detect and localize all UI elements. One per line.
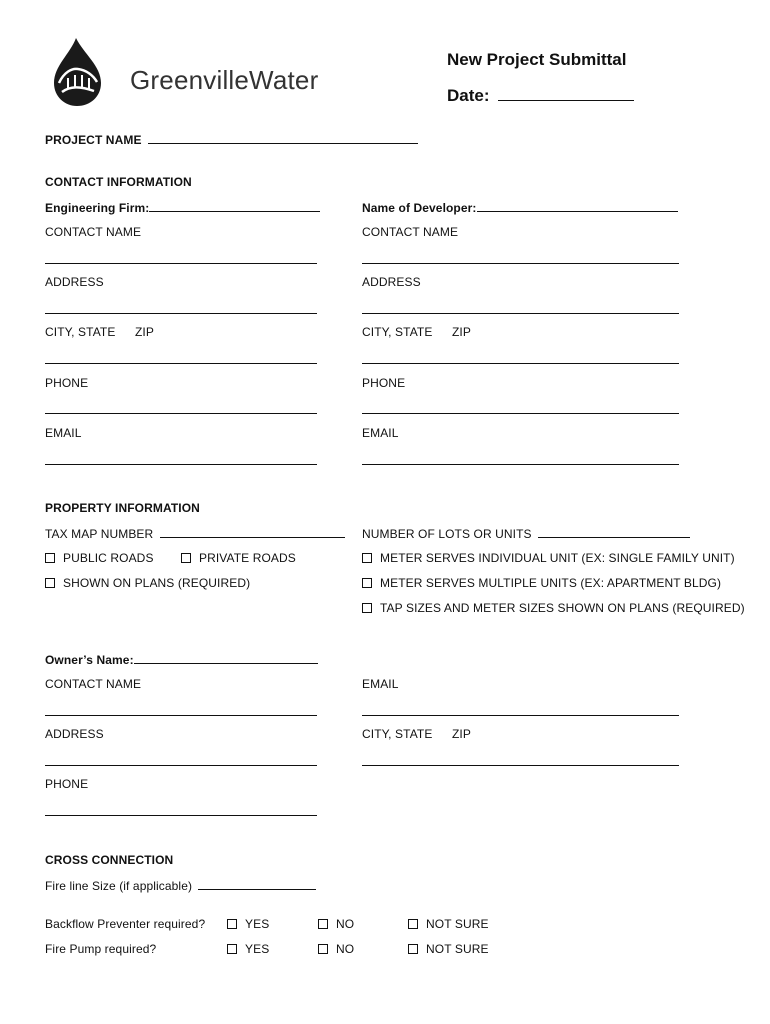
lots-units-label: NUMBER OF LOTS OR UNITS — [362, 527, 532, 541]
eng-address-label: ADDRESS — [45, 275, 104, 289]
owner-email-input-line[interactable] — [362, 715, 679, 716]
fire-pump-not-sure-checkbox[interactable] — [408, 944, 418, 954]
meter-individual-label: METER SERVES INDIVIDUAL UNIT (EX: SINGLE FAMILY UNIT) — [380, 551, 735, 565]
tap-sizes-option[interactable] — [362, 601, 745, 615]
eng-contact-name-label: CONTACT NAME — [45, 225, 142, 239]
meter-multiple-label: METER SERVES MULTIPLE UNITS (EX: APARTMENT BLDG) — [380, 576, 722, 590]
eng-address-input-line[interactable] — [45, 313, 317, 314]
water-drop-logo-icon — [50, 36, 112, 108]
meter-individual-checkbox[interactable] — [362, 553, 372, 563]
eng-zip-label: ZIP — [135, 325, 154, 339]
logo-text: GreenvilleWater — [130, 65, 319, 95]
backflow-label: Backflow Preventer required? — [45, 917, 206, 931]
fire-line-label: Fire line Size (if applicable) — [45, 879, 193, 893]
dev-contact-name-input-line[interactable] — [362, 263, 679, 264]
shown-on-plans-label: SHOWN ON PLANS (REQUIRED) — [63, 576, 251, 590]
backflow-yes-option[interactable] — [227, 917, 269, 931]
owner-city-state-zip-input-line[interactable] — [362, 765, 679, 766]
eng-phone-label: PHONE — [45, 376, 89, 390]
fire-pump-no-option[interactable] — [318, 942, 354, 956]
backflow-no-option[interactable] — [318, 917, 354, 931]
backflow-no-label: NO — [336, 917, 355, 931]
owner-contact-name-input-line[interactable] — [45, 715, 317, 716]
public-roads-option[interactable] — [45, 551, 154, 565]
owner-contact-name-label: CONTACT NAME — [45, 677, 142, 691]
developer-name-label: Name of Developer: — [362, 201, 477, 215]
owner-name-input-line[interactable] — [134, 652, 318, 664]
date-field[interactable] — [447, 83, 634, 106]
eng-city-state-zip-input-line[interactable] — [45, 363, 317, 364]
project-name-label: PROJECT NAME — [45, 133, 142, 147]
fire-pump-yes-option[interactable] — [227, 942, 269, 956]
project-name-field[interactable] — [45, 132, 418, 147]
private-roads-label: PRIVATE ROADS — [199, 551, 296, 565]
public-roads-checkbox[interactable] — [45, 553, 55, 563]
owner-zip-label: ZIP — [452, 727, 471, 741]
eng-contact-name-input-line[interactable] — [45, 263, 317, 264]
backflow-not-sure-option[interactable] — [408, 917, 489, 931]
developer-name-field[interactable] — [362, 200, 678, 215]
date-input-line[interactable] — [498, 83, 634, 101]
eng-phone-input-line[interactable] — [45, 413, 317, 414]
public-roads-label: PUBLIC ROADS — [63, 551, 154, 565]
fire-line-field[interactable] — [45, 878, 316, 893]
lots-units-input-line[interactable] — [538, 526, 690, 538]
shown-on-plans-option[interactable] — [45, 576, 250, 590]
fire-pump-not-sure-option[interactable] — [408, 942, 489, 956]
dev-email-input-line[interactable] — [362, 464, 679, 465]
fire-pump-no-label: NO — [336, 942, 355, 956]
developer-name-input-line[interactable] — [477, 200, 678, 212]
meter-multiple-option[interactable] — [362, 576, 721, 590]
fire-pump-not-sure-label: NOT SURE — [426, 942, 489, 956]
backflow-not-sure-label: NOT SURE — [426, 917, 489, 931]
owner-address-input-line[interactable] — [45, 765, 317, 766]
dev-phone-input-line[interactable] — [362, 413, 679, 414]
dev-address-label: ADDRESS — [362, 275, 421, 289]
backflow-not-sure-checkbox[interactable] — [408, 919, 418, 929]
meter-multiple-checkbox[interactable] — [362, 578, 372, 588]
private-roads-option[interactable] — [181, 551, 296, 565]
dev-city-state-label: CITY, STATE — [362, 325, 433, 339]
owner-address-label: ADDRESS — [45, 727, 104, 741]
tax-map-label: TAX MAP NUMBER — [45, 527, 154, 541]
project-name-input-line[interactable] — [148, 132, 418, 144]
page-title: New Project Submittal — [447, 50, 627, 69]
dev-email-label: EMAIL — [362, 426, 399, 440]
tap-sizes-checkbox[interactable] — [362, 603, 372, 613]
fire-line-input-line[interactable] — [198, 878, 316, 890]
lots-units-field[interactable] — [362, 526, 690, 541]
private-roads-checkbox[interactable] — [181, 553, 191, 563]
dev-address-input-line[interactable] — [362, 313, 679, 314]
shown-on-plans-checkbox[interactable] — [45, 578, 55, 588]
owner-city-state-label: CITY, STATE — [362, 727, 433, 741]
backflow-yes-label: YES — [245, 917, 270, 931]
owner-name-label: Owner’s Name: — [45, 653, 134, 667]
logo — [50, 36, 320, 116]
engineering-firm-input-line[interactable] — [149, 200, 320, 212]
dev-zip-label: ZIP — [452, 325, 471, 339]
meter-individual-option[interactable] — [362, 551, 735, 565]
fire-pump-yes-checkbox[interactable] — [227, 944, 237, 954]
backflow-no-checkbox[interactable] — [318, 919, 328, 929]
tap-sizes-label: TAP SIZES AND METER SIZES SHOWN ON PLANS (REQUIRED) — [380, 601, 745, 615]
fire-pump-yes-label: YES — [245, 942, 270, 956]
property-info-heading: PROPERTY INFORMATION — [45, 501, 200, 515]
dev-city-state-zip-input-line[interactable] — [362, 363, 679, 364]
owner-phone-input-line[interactable] — [45, 815, 317, 816]
eng-city-state-label: CITY, STATE — [45, 325, 116, 339]
dev-contact-name-label: CONTACT NAME — [362, 225, 459, 239]
cross-connection-heading: CROSS CONNECTION — [45, 853, 174, 867]
date-label: Date: — [447, 86, 490, 105]
tax-map-input-line[interactable] — [160, 526, 345, 538]
engineering-firm-label: Engineering Firm: — [45, 201, 150, 215]
eng-email-label: EMAIL — [45, 426, 82, 440]
eng-email-input-line[interactable] — [45, 464, 317, 465]
engineering-firm-field[interactable] — [45, 200, 320, 215]
dev-phone-label: PHONE — [362, 376, 406, 390]
backflow-yes-checkbox[interactable] — [227, 919, 237, 929]
tax-map-field[interactable] — [45, 526, 345, 541]
fire-pump-label: Fire Pump required? — [45, 942, 157, 956]
contact-info-heading: CONTACT INFORMATION — [45, 175, 192, 189]
owner-email-label: EMAIL — [362, 677, 399, 691]
owner-name-field[interactable] — [45, 652, 318, 667]
owner-phone-label: PHONE — [45, 777, 89, 791]
fire-pump-no-checkbox[interactable] — [318, 944, 328, 954]
